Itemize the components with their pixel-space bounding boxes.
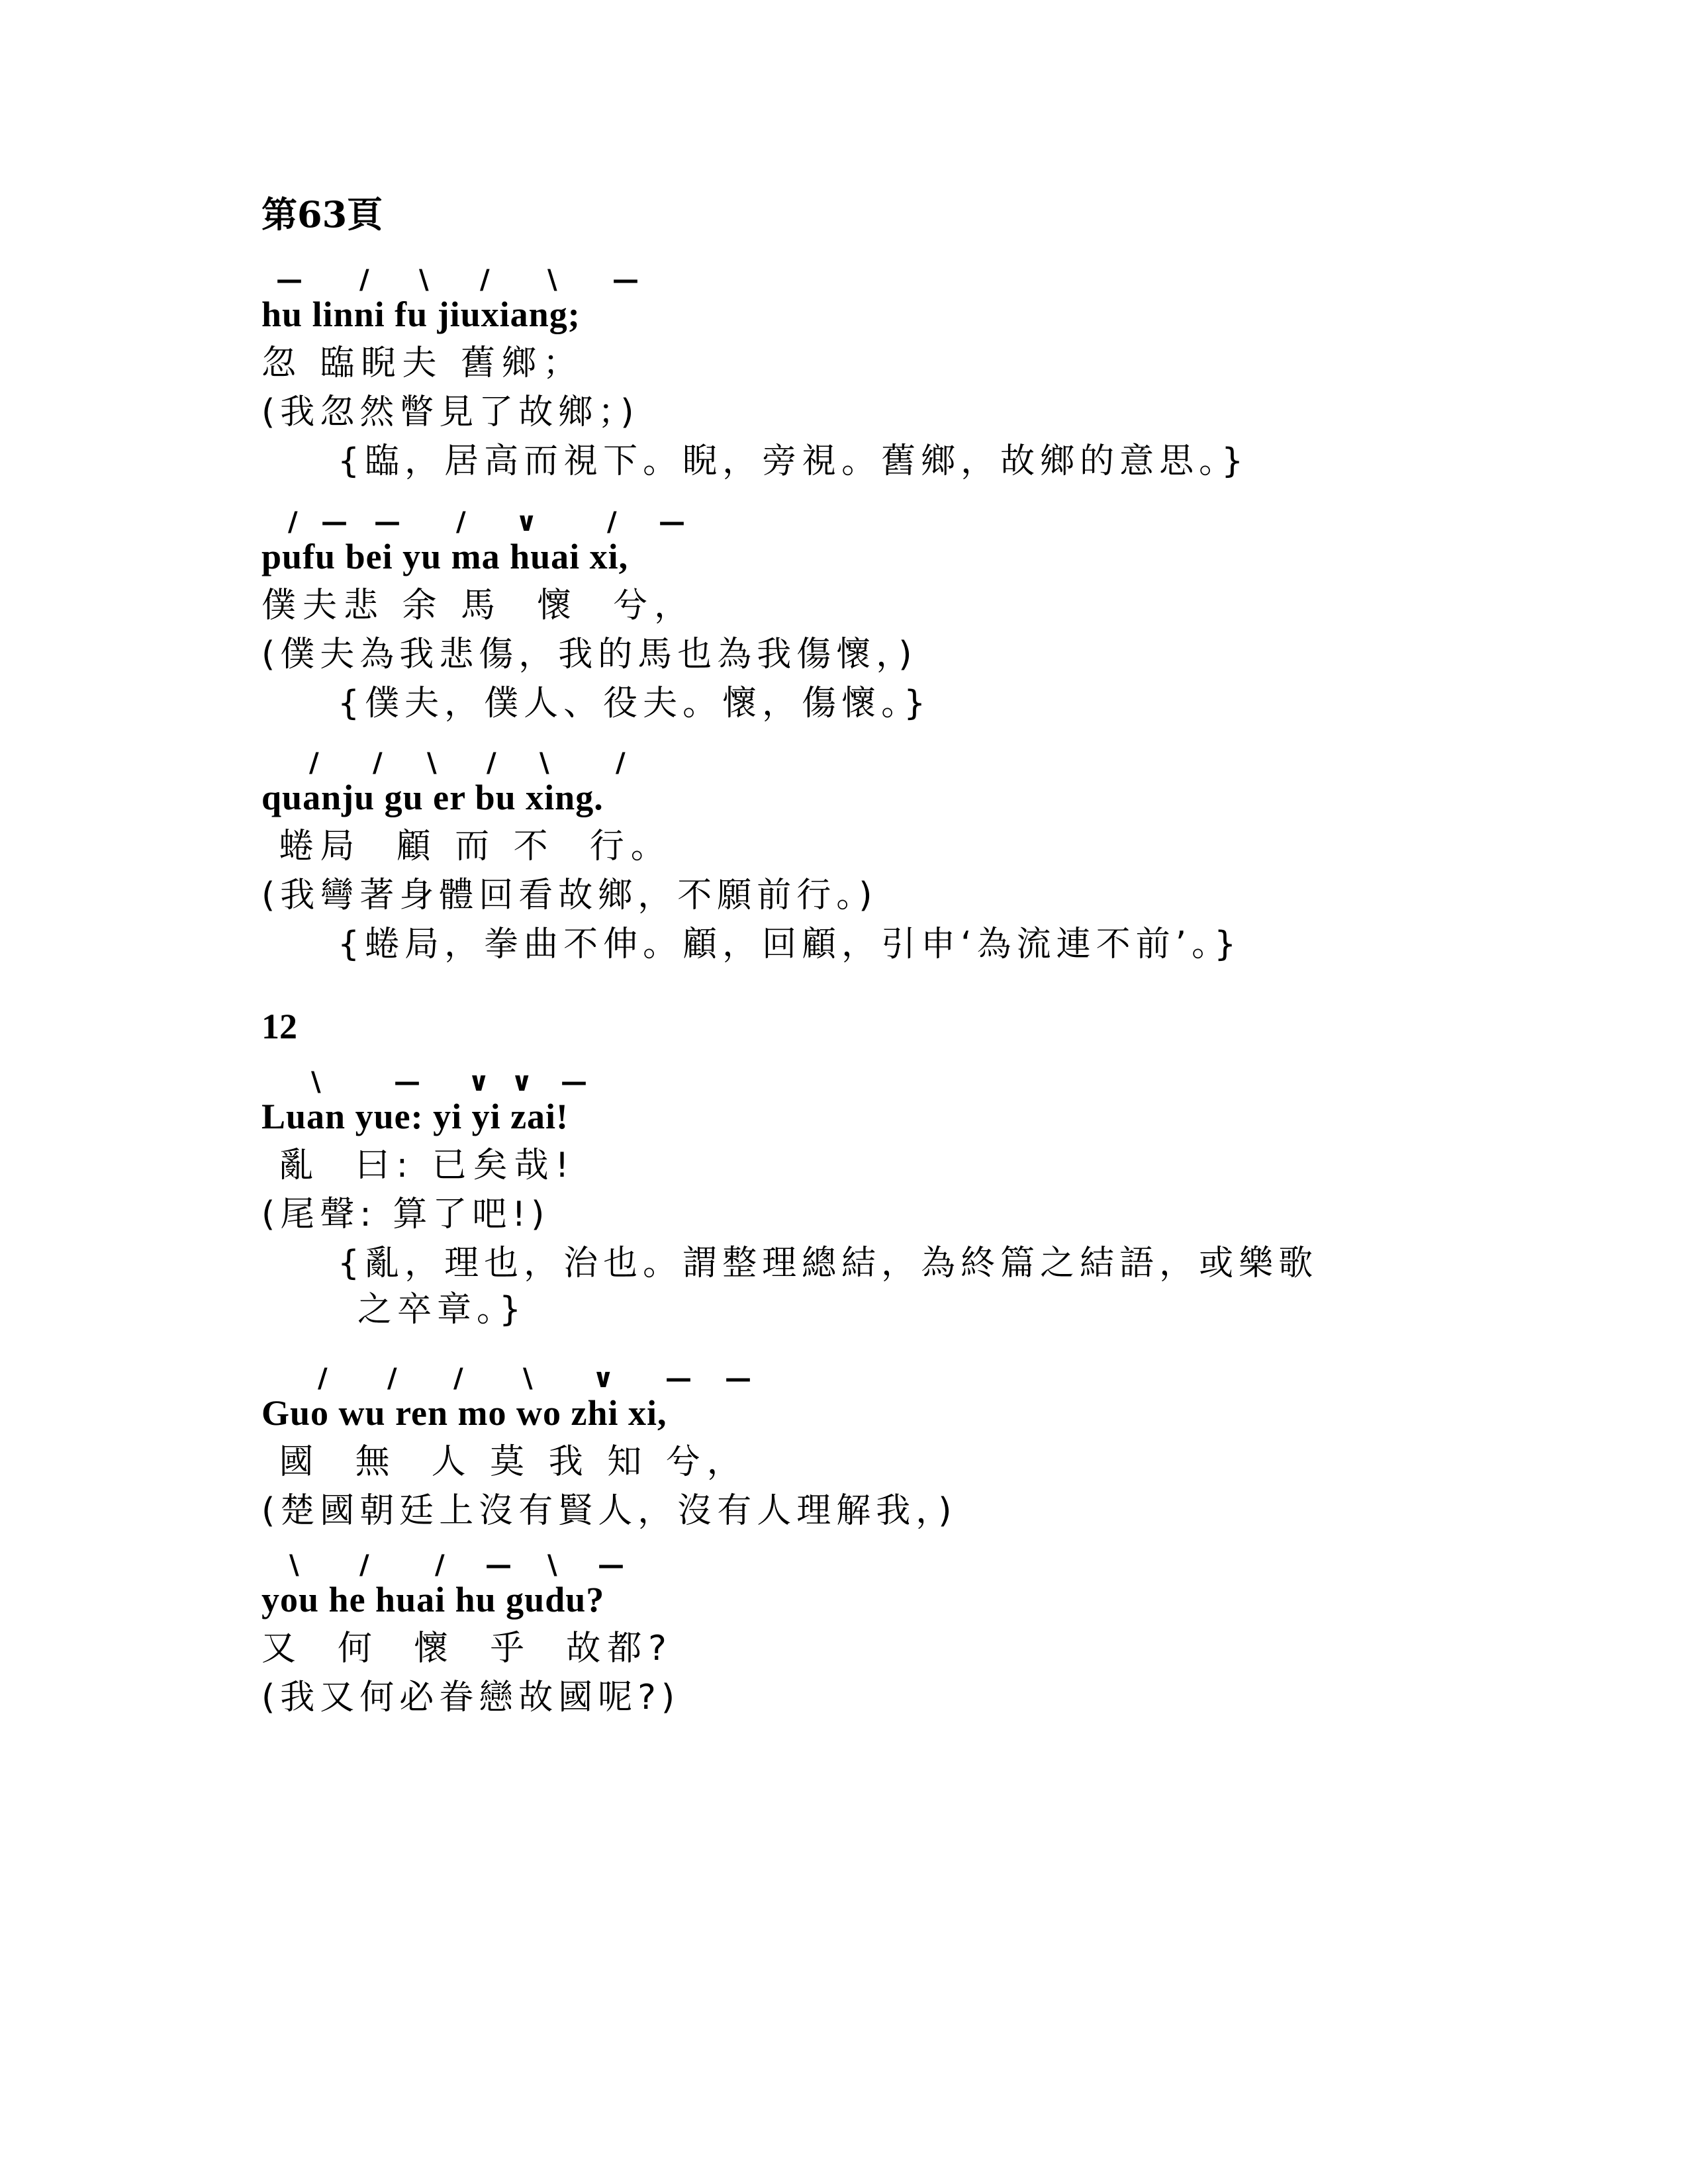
translation-line: (我彎著身體回看故鄉，不願前行。) bbox=[261, 876, 878, 915]
tone-mark: — bbox=[321, 507, 348, 537]
tone-mark: / bbox=[487, 748, 496, 778]
tone-marks bbox=[261, 748, 1519, 778]
pinyin-line: pufu bei yu ma huai xi, bbox=[261, 537, 629, 576]
tone-mark: / bbox=[607, 507, 617, 537]
tone-mark: — bbox=[374, 507, 400, 537]
tone-mark: \ bbox=[419, 265, 429, 295]
chinese-verse-line: 國 無 人 莫 我 知 兮， bbox=[261, 1442, 748, 1482]
translation-line: (尾聲: 算了吧!) bbox=[261, 1195, 550, 1234]
annotation-note-continued: 之卒章。} bbox=[357, 1290, 527, 1330]
tone-mark: — bbox=[598, 1550, 624, 1580]
annotation-note: {臨，居高而視下。睨，旁視。舊鄉，故鄉的意思。} bbox=[338, 441, 1249, 481]
tone-mark: / bbox=[480, 265, 490, 295]
pinyin-line: hu linni fu jiuxiang; bbox=[261, 295, 581, 334]
pinyin-line: quanju gu er bu xing. bbox=[261, 778, 604, 817]
tone-mark: / bbox=[453, 1363, 463, 1394]
tone-mark: / bbox=[616, 748, 626, 778]
verse-block bbox=[261, 265, 1519, 484]
tone-mark: / bbox=[359, 1550, 369, 1580]
tone-marks bbox=[261, 265, 1519, 295]
tone-marks bbox=[261, 507, 1519, 537]
tone-marks bbox=[261, 1363, 1519, 1394]
translation-line: (楚國朝廷上沒有賢人，沒有人理解我，) bbox=[261, 1491, 957, 1531]
annotation-note: {僕夫，僕人、役夫。懷，傷懷。} bbox=[338, 684, 931, 723]
pinyin-line: Guo wu ren mo wo zhi xi, bbox=[261, 1393, 667, 1433]
chinese-verse-line: 亂 曰: 已矣哉! bbox=[261, 1146, 576, 1185]
pinyin-line: Luan yue: yi yi zai! bbox=[261, 1097, 569, 1136]
tone-marks bbox=[261, 1550, 1519, 1580]
tone-mark: — bbox=[659, 507, 685, 537]
tone-mark: — bbox=[485, 1550, 512, 1580]
tone-mark: / bbox=[309, 748, 319, 778]
tone-mark: / bbox=[359, 265, 369, 295]
tone-mark: \ bbox=[547, 1550, 557, 1580]
tone-mark: \ bbox=[427, 748, 437, 778]
page-title: 第63頁 bbox=[261, 193, 383, 236]
chinese-verse-line: 忽 臨睨夫 舊鄉； bbox=[261, 343, 585, 383]
verse-block bbox=[261, 1550, 1519, 1721]
tone-mark: — bbox=[665, 1363, 692, 1394]
verse-block bbox=[261, 507, 1519, 727]
tone-mark: / bbox=[456, 507, 466, 537]
tone-mark: / bbox=[387, 1363, 397, 1394]
tone-mark: / bbox=[318, 1363, 328, 1394]
tone-mark: — bbox=[394, 1067, 420, 1097]
verse-block bbox=[261, 748, 1519, 968]
tone-mark: \ bbox=[539, 748, 549, 778]
tone-mark: / bbox=[288, 507, 298, 537]
tone-mark: ∨ bbox=[511, 1067, 533, 1097]
verse-block bbox=[261, 1067, 1519, 1333]
tone-mark: \ bbox=[289, 1550, 299, 1580]
translation-line: (我又何必眷戀故國呢?) bbox=[261, 1678, 680, 1717]
tone-mark: — bbox=[612, 265, 639, 295]
chinese-verse-line: 蜷局 顧 而 不 行。 bbox=[261, 827, 672, 866]
tone-mark: — bbox=[276, 265, 303, 295]
tone-mark: \ bbox=[311, 1067, 321, 1097]
chinese-verse-line: 僕夫悲 余 馬 懷 兮， bbox=[261, 586, 696, 625]
annotation-note: {亂，理也，治也。謂整理總結，為終篇之結語，或樂歌 bbox=[338, 1244, 1319, 1283]
tone-mark: ∨ bbox=[468, 1067, 490, 1097]
tone-mark: — bbox=[725, 1363, 751, 1394]
tone-mark: ∨ bbox=[516, 507, 538, 537]
tone-mark: \ bbox=[523, 1363, 533, 1394]
translation-line: (僕夫為我悲傷，我的馬也為我傷懷，) bbox=[261, 635, 917, 674]
verse-block bbox=[261, 1363, 1519, 1534]
tone-mark: \ bbox=[547, 265, 557, 295]
translation-line: (我忽然瞥見了故鄉；) bbox=[261, 392, 639, 432]
stanza-number: 12 bbox=[261, 1007, 297, 1046]
chinese-verse-line: 又 何 懷 乎 故都? bbox=[261, 1629, 673, 1668]
tone-mark: / bbox=[435, 1550, 445, 1580]
tone-mark: — bbox=[561, 1067, 587, 1097]
annotation-note: {蜷局，拳曲不伸。顧，回顧，引申‘為流連不前’。} bbox=[338, 925, 1242, 964]
tone-mark: / bbox=[373, 748, 383, 778]
pinyin-line: you he huai hu gudu? bbox=[261, 1580, 605, 1619]
tone-marks bbox=[261, 1067, 1519, 1097]
tone-mark: ∨ bbox=[592, 1363, 614, 1394]
